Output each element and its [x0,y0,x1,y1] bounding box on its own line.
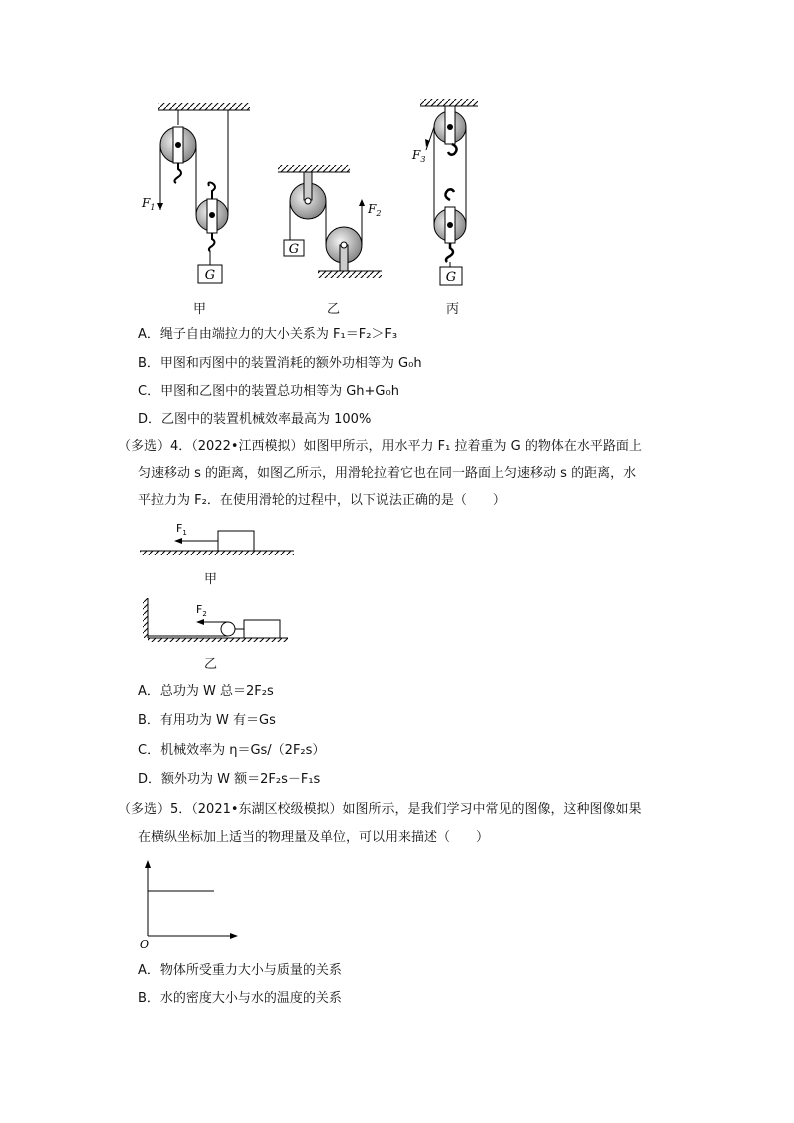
q4-caption-jia: 甲 [204,572,218,587]
diagram-bing [411,99,478,285]
q4-stem-line2: 匀速移动 s 的距离，如图乙所示，用滑轮拉着它也在同一路面上匀速移动 s 的距离，水 [138,466,637,481]
diagram-q4-yi [143,598,288,642]
q4-option-a: A．总功为 W 总＝2F₂s [138,684,274,699]
q3-option-a: A．绳子自由端拉力的大小关系为 F₁＝F₂＞F₃ [138,327,398,342]
q3-option-c: C．甲图和乙图中的装置总功相等为 Gh+G₀h [138,384,399,399]
weight-label-bing: G [445,270,457,285]
q5-stem-line2: 在横纵坐标加上适当的物理量及单位，可以用来描述（ ） [138,830,490,845]
x-axis-arrow [230,933,238,939]
q4-stem-line3: 平拉力为 F₂．在使用滑轮的过程中，以下说法正确的是（ ） [138,493,506,508]
q4-stem-line1: （多选）4．（2022•江西模拟）如图甲所示，用水平力 F₁ 拉着重为 G 的物体在水平路面上 [118,439,642,454]
force-f1-label: $F_1$ [142,196,156,212]
caption-jia: 甲 [193,302,207,317]
q4-option-c: C．机械效率为 η＝Gs/（2F₂s） [138,743,326,758]
weight-label-yi: G [288,242,300,257]
q4-force-f1-label: $F_1$ [176,522,187,537]
line-graph-figure [138,858,248,950]
caption-bing: 丙 [446,302,460,317]
q4-caption-yi: 乙 [204,657,218,672]
q5-stem-line1: （多选）5．（2021•东湖区校级模拟）如图所示，是我们学习中常见的图像，这种图像如果 [118,802,642,817]
force-f3-label: $F_3$ [412,148,426,164]
q3-option-b: B．甲图和丙图中的装置消耗的额外功相等为 G₀h [138,356,422,371]
diagram-jia [141,103,250,283]
origin-label: O [140,938,150,950]
q3-option-d: D．乙图中的装置机械效率最高为 100% [138,412,372,427]
caption-yi: 乙 [327,302,341,317]
diagram-yi [278,165,382,278]
q5-option-b: B．水的密度大小与水的温度的关系 [138,991,342,1006]
q4-option-d: D．额外功为 W 额＝2F₂s－F₁s [138,772,321,787]
weight-label-jia: G [204,268,216,283]
drag-figure [138,518,308,648]
q5-option-a: A．物体所受重力大小与质量的关系 [138,963,342,978]
diagram-q4-jia [140,522,294,555]
q4-option-b: B．有用功为 W 有＝Gs [138,713,276,728]
y-axis-arrow [145,860,151,868]
pulley-figure [130,95,490,325]
force-f2-label: $F_2$ [368,202,382,218]
q4-force-f2-label: $F_2$ [196,603,207,618]
